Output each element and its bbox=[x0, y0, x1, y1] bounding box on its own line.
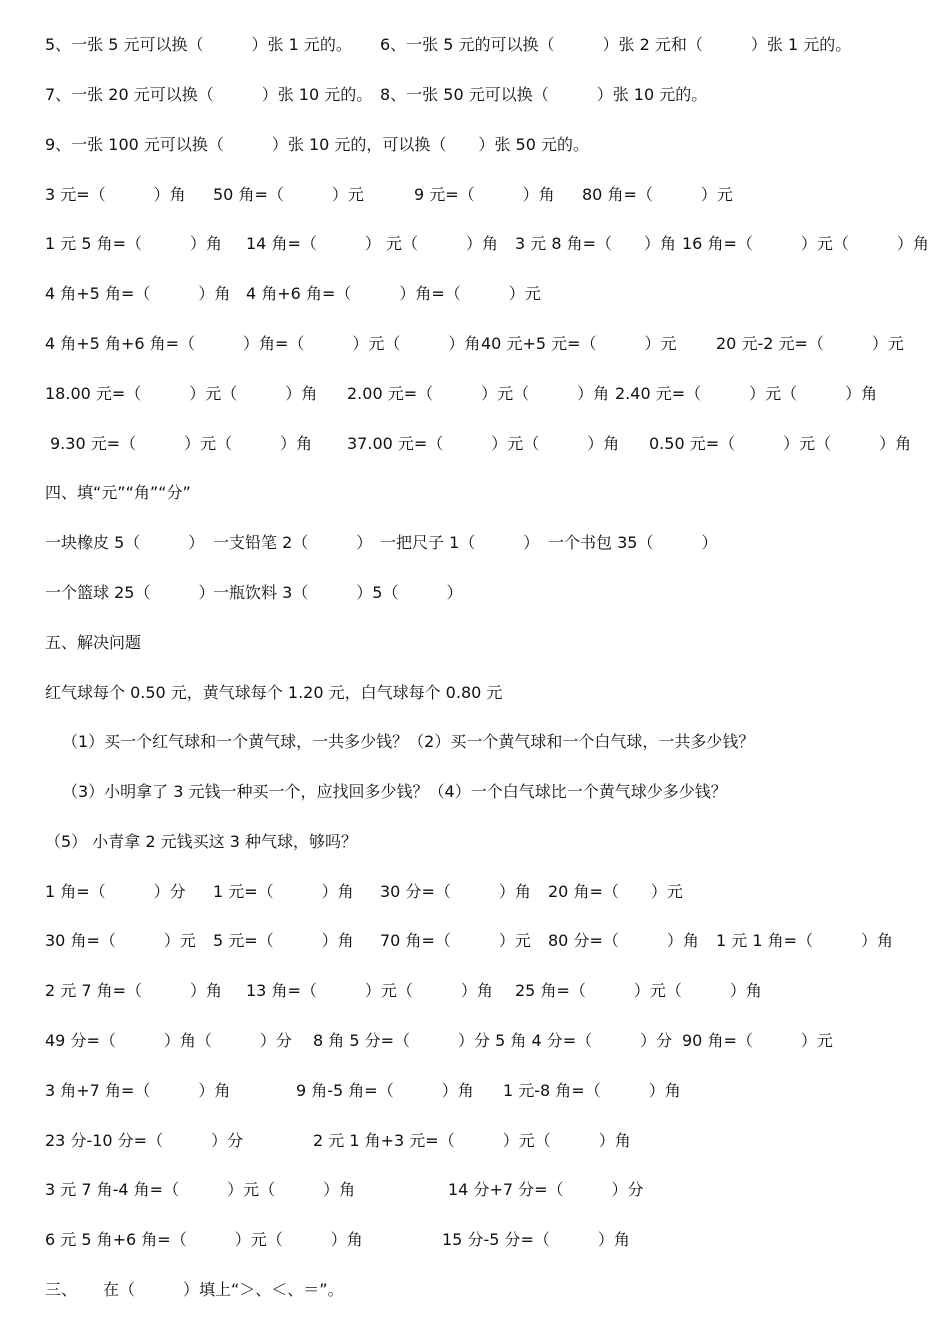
exercise-item: 20 元-2 元=（ ）元 bbox=[716, 334, 904, 353]
exercise-item: 1 元 5 角=（ ）角 bbox=[45, 234, 223, 253]
sub-question-1-2: （1）买一个红气球和一个黄气球，一共多少钱？（2）买一个黄气球和一个白气球，一共多少钱？ bbox=[62, 732, 755, 751]
exercise-item: 5 元=（ ）角 bbox=[213, 931, 354, 950]
exercise-item: 90 角=（ ）元 bbox=[682, 1031, 833, 1050]
exercise-item: 15 分-5 分=（ ）角 bbox=[442, 1230, 630, 1249]
line-18 bbox=[0, 877, 950, 907]
line-17 bbox=[0, 827, 950, 857]
exercise-item: 一瓶饮料 3（ ）5（ ） bbox=[213, 583, 463, 602]
section-four-heading: 四、填“元”“角”“分” bbox=[45, 483, 191, 502]
line-3 bbox=[0, 130, 950, 160]
exercise-item: 1 元 1 角=（ ）角 bbox=[716, 931, 894, 950]
line-8 bbox=[0, 379, 950, 409]
line-6 bbox=[0, 279, 950, 309]
exercise-item: 一块橡皮 5（ ） bbox=[45, 533, 205, 552]
exercise-item: 一把尺子 1（ ） bbox=[380, 533, 540, 552]
exercise-item: 49 分=（ ）角（ ）分 bbox=[45, 1031, 292, 1050]
exercise-item: 3 元=（ ）角 bbox=[45, 185, 186, 204]
line-15 bbox=[0, 727, 950, 757]
exercise-item: 4 角+5 角=（ ）角 bbox=[45, 284, 231, 303]
line-11 bbox=[0, 528, 950, 558]
question-6: 6、一张 5 元的可以换（ ）张 2 元和（ ）张 1 元的。 bbox=[380, 35, 852, 54]
line-5 bbox=[0, 229, 950, 259]
question-8: 8、一张 50 元可以换（ ）张 10 元的。 bbox=[380, 85, 708, 104]
exercise-item: 3 元 8 角=（ ）角 bbox=[515, 234, 677, 253]
exercise-item: 4 角+5 角+6 角=（ ）角=（ ）元（ ）角 bbox=[45, 334, 481, 353]
section-five-heading: 五、解决问题 bbox=[45, 633, 142, 652]
line-9 bbox=[0, 429, 950, 459]
exercise-item: 2 元 1 角+3 元=（ ）元（ ）角 bbox=[313, 1131, 631, 1150]
exercise-item: 40 元+5 元=（ ）元 bbox=[481, 334, 677, 353]
line-13 bbox=[0, 628, 950, 658]
exercise-item: 2.00 元=（ ）元（ ）角 bbox=[347, 384, 610, 403]
line-19 bbox=[0, 926, 950, 956]
line-7 bbox=[0, 329, 950, 359]
exercise-item: 1 元=（ ）角 bbox=[213, 882, 354, 901]
exercise-item: 一个书包 35（ ） bbox=[548, 533, 718, 552]
exercise-item: 4 角+6 角=（ ）角=（ ）元 bbox=[246, 284, 541, 303]
exercise-item: 50 角=（ ）元 bbox=[213, 185, 364, 204]
line-10 bbox=[0, 478, 950, 508]
question-7: 7、一张 20 元可以换（ ）张 10 元的。 bbox=[45, 85, 373, 104]
line-23 bbox=[0, 1126, 950, 1156]
exercise-item: 13 角=（ ）元（ ）角 bbox=[246, 981, 493, 1000]
sub-question-5: （5） 小青拿 2 元钱买这 3 种气球，够吗？ bbox=[45, 832, 357, 851]
line-20 bbox=[0, 976, 950, 1006]
exercise-item: 1 元-8 角=（ ）角 bbox=[503, 1081, 681, 1100]
exercise-item: 9 角-5 角=（ ）角 bbox=[296, 1081, 474, 1100]
line-21 bbox=[0, 1026, 950, 1056]
section-three-heading: 在（ ）填上“＞、＜、＝”。 bbox=[103, 1280, 344, 1299]
exercise-item: 80 分=（ ）角 bbox=[548, 931, 699, 950]
exercise-item: 14 分+7 分=（ ）分 bbox=[448, 1180, 644, 1199]
exercise-item: 3 元 7 角-4 角=（ ）元（ ）角 bbox=[45, 1180, 356, 1199]
exercise-item: 14 角=（ ） 元（ ）角 bbox=[246, 234, 498, 253]
exercise-item: 1 角=（ ）分 bbox=[45, 882, 186, 901]
exercise-item: 9.30 元=（ ）元（ ）角 bbox=[50, 434, 313, 453]
exercise-item: 37.00 元=（ ）元（ ）角 bbox=[347, 434, 620, 453]
exercise-item: 70 角=（ ）元 bbox=[380, 931, 531, 950]
line-24 bbox=[0, 1175, 950, 1205]
exercise-item: 一个篮球 25（ ） bbox=[45, 583, 215, 602]
line-2 bbox=[0, 80, 950, 110]
line-22 bbox=[0, 1076, 950, 1106]
exercise-item: 30 分=（ ）角 bbox=[380, 882, 531, 901]
line-4 bbox=[0, 180, 950, 210]
problem-statement: 红气球每个 0.50 元，黄气球每个 1.20 元，白气球每个 0.80 元 bbox=[45, 683, 503, 702]
exercise-item: 8 角 5 分=（ ）分 5 角 4 分=（ ）分 bbox=[313, 1031, 673, 1050]
line-16 bbox=[0, 777, 950, 807]
exercise-item: 2.40 元=（ ）元（ ）角 bbox=[615, 384, 878, 403]
exercise-item: 2 元 7 角=（ ）角 bbox=[45, 981, 223, 1000]
line-26 bbox=[0, 1275, 950, 1305]
sub-question-3-4: （3）小明拿了 3 元钱一种买一个，应找回多少钱？（4）一个白气球比一个黄气球少多少钱？ bbox=[62, 782, 727, 801]
exercise-item: 9 元=（ ）角 bbox=[414, 185, 555, 204]
question-9: 9、一张 100 元可以换（ ）张 10 元的，可以换（ ）张 50 元的。 bbox=[45, 135, 589, 154]
line-25 bbox=[0, 1225, 950, 1255]
line-14 bbox=[0, 678, 950, 708]
question-5: 5、一张 5 元可以换（ ）张 1 元的。 bbox=[45, 35, 352, 54]
exercise-item: 6 元 5 角+6 角=（ ）元（ ）角 bbox=[45, 1230, 363, 1249]
exercise-item: 一支铅笔 2（ ） bbox=[213, 533, 373, 552]
line-1 bbox=[0, 30, 950, 60]
exercise-item: 25 角=（ ）元（ ）角 bbox=[515, 981, 762, 1000]
exercise-item: 0.50 元=（ ）元（ ）角 bbox=[649, 434, 912, 453]
exercise-item: 20 角=（ ）元 bbox=[548, 882, 683, 901]
exercise-item: 23 分-10 分=（ ）分 bbox=[45, 1131, 244, 1150]
exercise-item: 3 角+7 角=（ ）角 bbox=[45, 1081, 231, 1100]
exercise-item: 16 角=（ ）元（ ）角 bbox=[682, 234, 929, 253]
line-12 bbox=[0, 578, 950, 608]
exercise-item: 80 角=（ ）元 bbox=[582, 185, 733, 204]
section-three-number: 三、 bbox=[45, 1280, 78, 1299]
exercise-item: 18.00 元=（ ）元（ ）角 bbox=[45, 384, 318, 403]
exercise-item: 30 角=（ ）元 bbox=[45, 931, 196, 950]
